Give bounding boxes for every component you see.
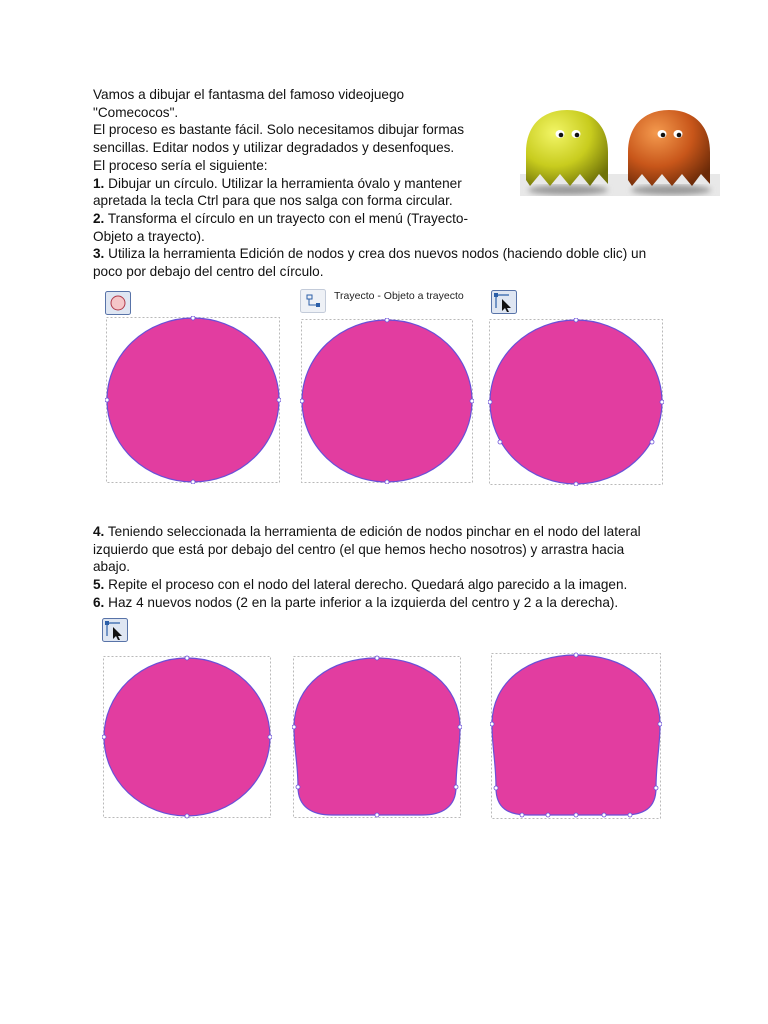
step-number: 4. — [93, 524, 105, 539]
step-text: Dibujar un círculo. Utilizar la herramienta óvalo y mantener — [108, 175, 462, 191]
step-number: 2. — [93, 210, 105, 226]
step-3 — [93, 245, 683, 263]
pink-rounded-shape — [294, 658, 460, 815]
step-number: 6. — [93, 594, 105, 610]
steps-text — [93, 523, 683, 612]
intro-line: Vamos a dibujar el fantasma del famoso videojuego — [93, 87, 405, 102]
node-edit-tool-icon — [491, 290, 517, 314]
intro-line: El proceso sería el siguiente: — [93, 157, 268, 173]
step-text: Repite el proceso con el nodo del lateral derecho. Quedará algo parecido a la imagen. — [108, 577, 628, 593]
step-6 — [93, 594, 683, 612]
step-text: Utiliza la herramienta Edición de nodos y crea dos nuevos nodos (haciendo doble clic) un — [108, 246, 647, 262]
node-edit-tool-icon — [102, 618, 128, 642]
yellow-ghost — [526, 110, 608, 186]
step-1 — [93, 175, 498, 193]
step-text: Teniendo seleccionada la herramienta de edición de nodos pinchar en el nodo del lateral — [107, 524, 641, 539]
step2-path-figure — [300, 318, 474, 484]
pink-circle — [107, 318, 279, 482]
menu-item-object-to-path: Trayecto - Objeto a trayecto — [334, 290, 464, 302]
step-number: 1. — [93, 175, 105, 191]
pink-rounded-shape-with-nodes — [492, 655, 660, 815]
step-4-cont: izquierdo que está por debajo del centro (el que hemos hecho nosotros) y arrastra hacia — [93, 541, 625, 557]
step-3-cont: poco por debajo del centro del círculo. — [93, 264, 324, 280]
ghost-illustration — [520, 104, 720, 196]
step4-circle-figure — [102, 655, 272, 819]
step-text: Transforma el círculo en un trayecto con el menú (Trayecto- — [107, 210, 469, 226]
step-number: 3. — [93, 246, 105, 262]
step5-dragged-shape-figure — [292, 655, 462, 819]
pink-path-circle — [302, 320, 472, 482]
intro-line: El proceso es bastante fácil. Solo necesitamos dibujar formas — [93, 122, 464, 138]
step-4 — [93, 523, 683, 541]
step-2-cont: Objeto a trayecto). — [93, 228, 205, 244]
step-5 — [93, 576, 683, 594]
pink-circle-with-nodes — [490, 320, 662, 484]
ellipse-tool-icon — [105, 291, 131, 315]
object-to-path-icon — [300, 289, 326, 313]
step-1-cont: apretada la tecla Ctrl para que nos salga con forma circular. — [93, 193, 453, 209]
step-2 — [93, 210, 498, 228]
step-number: 5. — [93, 577, 105, 593]
orange-ghost — [628, 110, 710, 186]
step1-circle-figure — [105, 316, 281, 484]
step-4-cont: abajo. — [93, 559, 131, 575]
step-text: Haz 4 nuevos nodos (2 en la parte inferior a la izquierda del centro y 2 a la derecha). — [108, 594, 619, 610]
intro-line: "Comecocos". — [93, 104, 179, 120]
pink-circle — [104, 658, 270, 816]
intro-line: sencillas. Editar nodos y utilizar degradados y desenfoques. — [93, 140, 455, 156]
step3-nodes-figure — [488, 318, 664, 486]
step6-new-nodes-figure — [490, 652, 662, 820]
